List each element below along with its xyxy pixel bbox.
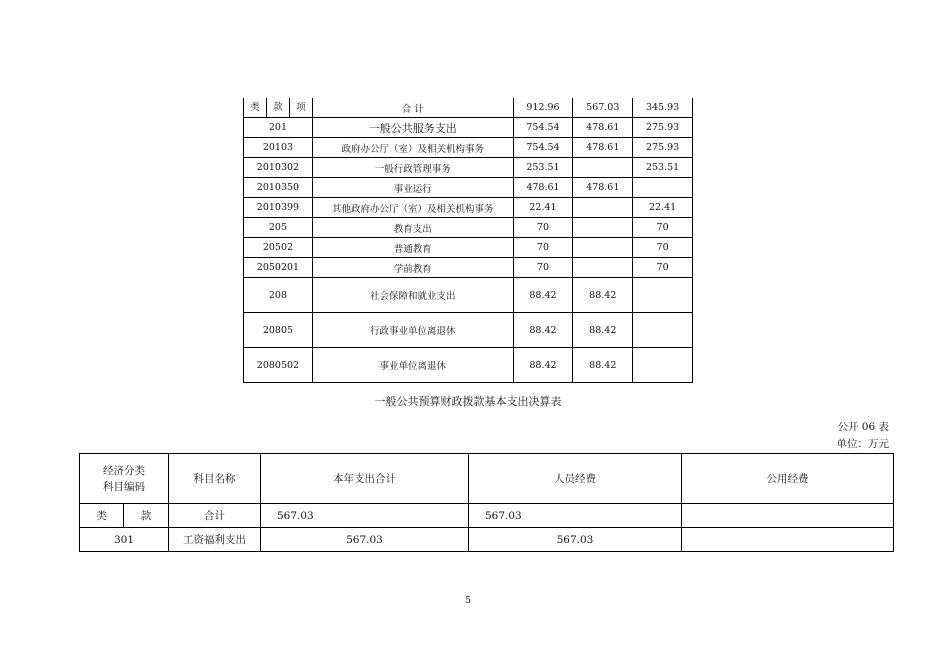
kuan-label: 款 <box>124 504 169 528</box>
unit-label: 单位：万元 <box>836 438 889 450</box>
table-header-row <box>244 98 693 118</box>
row-code: 20502 <box>244 238 313 258</box>
row-basic: 478.61 <box>573 118 633 138</box>
row-project: 70 <box>633 258 693 278</box>
row-name: 普通教育 <box>312 238 513 258</box>
row-basic <box>573 198 633 218</box>
public-header: 公用经费 <box>682 454 894 504</box>
row-project <box>633 178 693 198</box>
row-project: 275.93 <box>633 138 693 158</box>
table-row <box>244 278 693 313</box>
table-row <box>244 313 693 348</box>
row-personnel: 567.03 <box>469 528 682 552</box>
page-number: 5 <box>464 595 472 606</box>
table-row <box>244 118 693 138</box>
subject-code-label: 科目编码 <box>103 480 145 493</box>
row-basic: 88.42 <box>573 313 633 348</box>
total-sum: 912.96 <box>513 98 573 118</box>
row-basic: 478.61 <box>573 178 633 198</box>
form-number: 公开 06 表 <box>837 421 889 433</box>
row-project: 22.41 <box>633 198 693 218</box>
row-code: 208 <box>244 278 313 313</box>
econ-class-header <box>80 454 169 504</box>
row-name: 行政事业单位离退休 <box>312 313 513 348</box>
row-name: 一般行政管理事务 <box>312 158 513 178</box>
row-name: 工资福利支出 <box>169 528 261 552</box>
basic-sum: 567.03 <box>573 98 633 118</box>
table-row <box>244 138 693 158</box>
row-project: 70 <box>633 238 693 258</box>
sum-personnel: 567.03 <box>469 504 682 528</box>
row-code: 201 <box>244 118 313 138</box>
row-total: 478.61 <box>513 178 573 198</box>
row-name: 社会保障和就业支出 <box>312 278 513 313</box>
row-code: 2050201 <box>244 258 313 278</box>
row-total: 754.54 <box>513 138 573 158</box>
category-header-cell <box>244 98 313 118</box>
row-total: 70 <box>513 218 573 238</box>
row-basic <box>573 158 633 178</box>
row-project <box>633 278 693 313</box>
row-project <box>633 313 693 348</box>
row-code: 2010302 <box>244 158 313 178</box>
row-name: 学前教育 <box>312 258 513 278</box>
row-total: 70 <box>513 258 573 278</box>
lei-label: 类 <box>244 98 267 117</box>
row-name: 政府办公厅（室）及相关机构事务 <box>312 138 513 158</box>
row-basic: 478.61 <box>573 138 633 158</box>
row-project <box>633 348 693 383</box>
row-name: 一般公共服务支出 <box>312 118 513 138</box>
table-row <box>80 528 894 552</box>
row-total: 88.42 <box>513 348 573 383</box>
sum-label: 合计 <box>169 504 261 528</box>
table-row <box>244 158 693 178</box>
row-total: 253.51 <box>513 158 573 178</box>
table-row <box>244 178 693 198</box>
row-name: 事业运行 <box>312 178 513 198</box>
row-code: 205 <box>244 218 313 238</box>
kuan-label: 款 <box>267 98 290 117</box>
table-row <box>244 198 693 218</box>
row-code: 20805 <box>244 313 313 348</box>
personnel-header: 人员经费 <box>469 454 682 504</box>
row-total: 567.03 <box>261 528 469 552</box>
row-code: 301 <box>80 528 169 552</box>
table-caption: 一般公共预算财政拨款基本支出决算表 <box>374 395 562 408</box>
row-public <box>682 528 894 552</box>
row-total: 22.41 <box>513 198 573 218</box>
subject-name-header: 科目名称 <box>169 454 261 504</box>
lei-label: 类 <box>80 504 124 528</box>
table-row <box>244 348 693 383</box>
table-row <box>244 218 693 238</box>
row-code: 2010350 <box>244 178 313 198</box>
row-project: 275.93 <box>633 118 693 138</box>
row-name: 事业单位离退休 <box>312 348 513 383</box>
row-basic <box>573 218 633 238</box>
row-code: 2080502 <box>244 348 313 383</box>
row-project: 70 <box>633 218 693 238</box>
sum-public <box>682 504 894 528</box>
row-basic <box>573 238 633 258</box>
table-row <box>244 258 693 278</box>
row-code: 2010399 <box>244 198 313 218</box>
xiang-label: 项 <box>296 102 306 113</box>
basic-expenditure-table <box>79 453 894 552</box>
table-header-row <box>80 454 894 504</box>
total-header: 本年支出合计 <box>261 454 469 504</box>
row-total: 88.42 <box>513 313 573 348</box>
row-total: 88.42 <box>513 278 573 313</box>
row-project: 253.51 <box>633 158 693 178</box>
row-basic <box>573 258 633 278</box>
econ-class-label: 经济分类 <box>103 464 145 477</box>
table-row <box>244 238 693 258</box>
row-name: 其他政府办公厅（室）及相关机构事务 <box>312 198 513 218</box>
sum-row <box>80 504 894 528</box>
row-total: 70 <box>513 238 573 258</box>
row-code: 20103 <box>244 138 313 158</box>
row-total: 754.54 <box>513 118 573 138</box>
row-name: 教育支出 <box>312 218 513 238</box>
project-sum: 345.93 <box>633 98 693 118</box>
row-basic: 88.42 <box>573 348 633 383</box>
expenditure-table-top <box>243 98 693 383</box>
row-basic: 88.42 <box>573 278 633 313</box>
sum-total: 567.03 <box>261 504 469 528</box>
total-label: 合 计 <box>312 98 513 118</box>
